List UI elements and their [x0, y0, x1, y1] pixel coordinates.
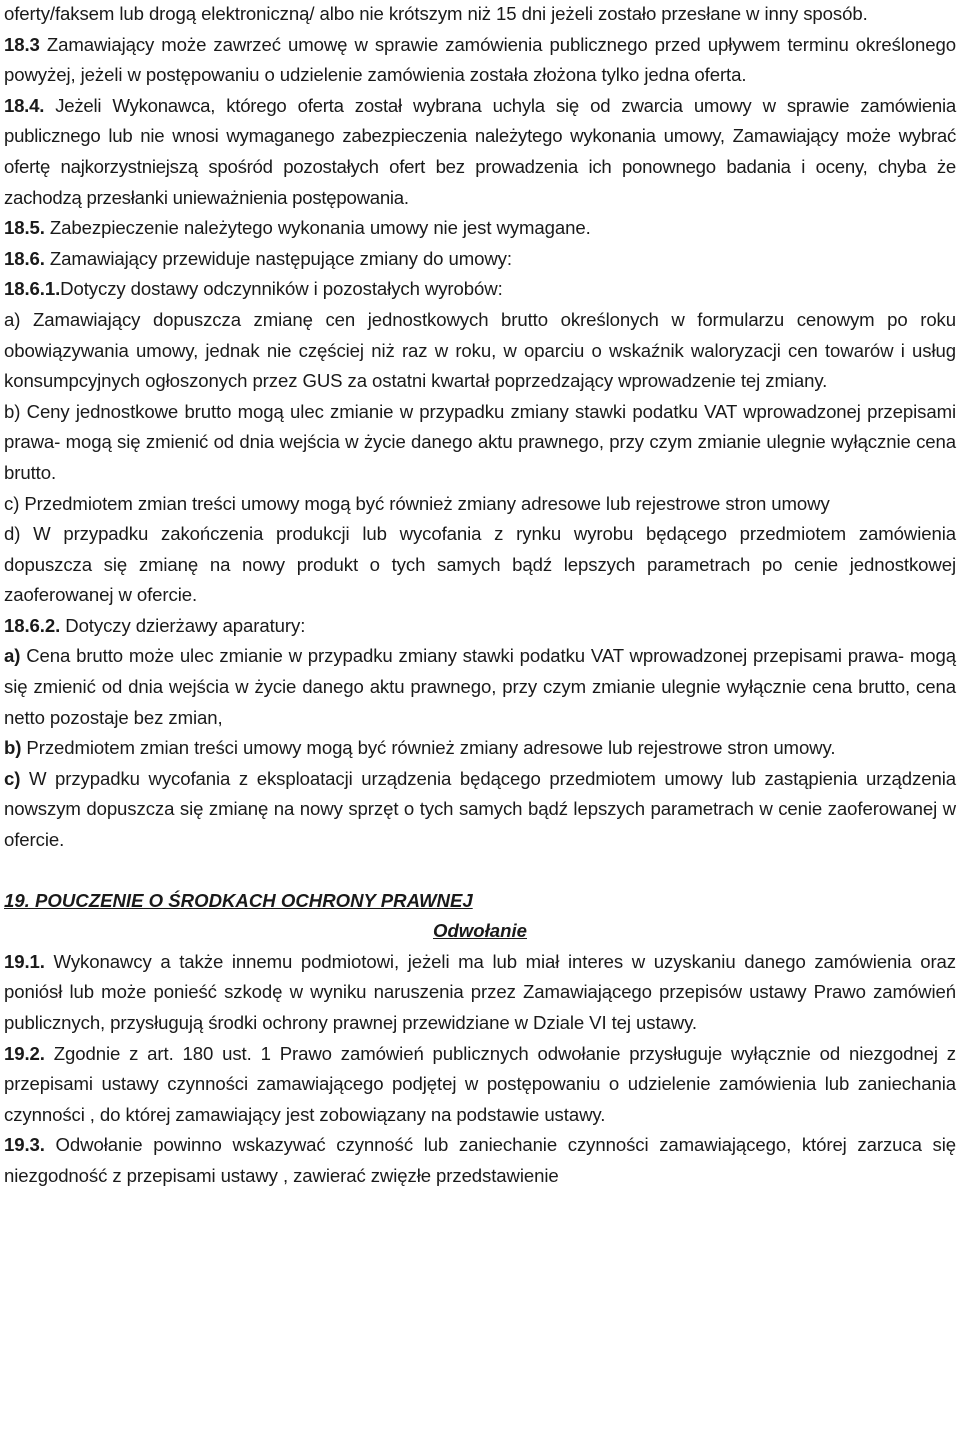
section-subheading: Odwołanie: [432, 920, 527, 942]
paragraph-item-c: [4, 489, 956, 520]
paragraph-text: Zabezpieczenie należytego wykonania umowy nie jest wymagane.: [44, 217, 591, 239]
paragraph-19-1: [4, 947, 956, 1039]
paragraph-number: 19.3.: [4, 1134, 45, 1156]
paragraph-number: 18.3: [4, 33, 40, 55]
paragraph-18-5: [4, 213, 956, 244]
section-heading: 19. POUCZENIE O ŚRODKACH OCHRONY PRAWNEJ: [4, 889, 473, 911]
paragraph-number: 18.6.1.: [4, 278, 61, 300]
paragraph-text: W przypadku wycofania z eksploatacji urządzenia będącego przedmiotem umowy lub zastąpienia urządzenia nowszym dopuszcza się zmianę na nowy sprzęt o tych samych bądź lepszych parametrach w cenie zaoferowanej w ofercie.: [4, 767, 956, 851]
paragraph-text: Odwołanie powinno wskazywać czynność lub zaniechanie czynności zamawiającego, której zarzuca się niezgodność z przepisami ustawy , zawierać zwięzłe przedstawienie: [4, 1134, 956, 1186]
paragraph-number: 18.6.2.: [4, 614, 61, 636]
paragraph-continuation: [4, 0, 956, 30]
paragraph-text: Jeżeli Wykonawca, którego oferta został wybrana uchyla się od zwarcia umowy w sprawie zamówienia publicznego lub nie wnosi wymaganego zabezpieczenia należytego wykonania umowy, Zamawiający może wybrać ofertę najkorzystniejszą spośród pozostałych ofert bez prowadzenia ich ponownego badania i oceny, chyba że zachodzą przesłanki unieważnienia postępowania.: [4, 94, 956, 208]
paragraph-text: Zamawiający może zawrzeć umowę w sprawie zamówienia publicznego przed upływem terminu określonego powyżej, jeżeli w postępowaniu o udzielenie zamówienia została złożona tylko jedna oferta.: [4, 33, 956, 86]
paragraph-18-6: [4, 244, 956, 275]
paragraph-number: 18.5.: [4, 217, 45, 239]
paragraph-18-6-1: [4, 274, 956, 305]
paragraph-number: c): [4, 767, 21, 789]
paragraph-item-b: [4, 397, 956, 489]
paragraph-number: 18.4.: [4, 94, 45, 116]
paragraph-text: Zamawiający przewiduje następujące zmiany do umowy:: [44, 247, 512, 269]
paragraph-18-3: [4, 30, 956, 91]
section-spacer: [4, 856, 956, 886]
paragraph-18-6-2: [4, 611, 956, 642]
paragraph-number: a): [4, 645, 21, 667]
paragraph-19-3: [4, 1130, 956, 1191]
paragraph-lease-item-b: [4, 733, 956, 764]
paragraph-number: 18.6.: [4, 247, 45, 269]
paragraph-text: Dotyczy dostawy odczynników i pozostałych wyrobów:: [60, 278, 503, 300]
paragraph-text: Dotyczy dzierżawy aparatury:: [60, 614, 306, 636]
paragraph-item-a: [4, 305, 956, 397]
paragraph-text: b) Ceny jednostkowe brutto mogą ulec zmianie w przypadku zmiany stawki podatku VAT wprowadzonej przepisami prawa- mogą się zmienić od dnia wejścia w życie danego aktu prawnego, przy czym zmianie ulegnie wyłącznie cena brutto.: [4, 400, 956, 483]
paragraph-item-d: [4, 519, 956, 611]
paragraph-text: oferty/faksem lub drogą elektroniczną/ albo nie krótszym niż 15 dni jeżeli zostało przesłane w inny sposób.: [4, 3, 868, 24]
paragraph-number: 19.1.: [4, 950, 45, 972]
paragraph-number: 19.2.: [4, 1042, 45, 1064]
paragraph-text: d) W przypadku zakończenia produkcji lub wycofania z rynku wyrobu będącego przedmiotem zamówienia dopuszcza się zmianę na nowy produkt o tych samych bądź lepszych parametrach po cenie jednostkowej zaoferowanej w ofercie.: [4, 523, 956, 606]
paragraph-text: a) Zamawiający dopuszcza zmianę cen jednostkowych brutto określonych w formularzu cenowym po roku obowiązywania umowy, jednak nie częściej niż raz w roku, w oparciu o wskaźnik waloryzacji cen towarów i usług konsumpcyjnych ogłoszonych przez GUS za ostatni kwartał poprzedzający wprowadzenie tej zmiany.: [4, 308, 956, 392]
paragraph-text: Przedmiotem zmian treści umowy mogą być również zmiany adresowe lub rejestrowe stron umowy.: [21, 737, 836, 759]
paragraph-text: Zgodnie z art. 180 ust. 1 Prawo zamówień publicznych odwołanie przysługuje wyłącznie od niezgodnej z przepisami ustawy czynności zamawiającego podjętej w postępowaniu o udzielenie zamówienia lub zaniechania czynności , do której zamawiający jest zobowiązany na podstawie ustawy.: [4, 1042, 956, 1125]
paragraph-19-2: [4, 1039, 956, 1131]
paragraph-text: Cena brutto może ulec zmianie w przypadku zmiany stawki podatku VAT wprowadzonej przepisami prawa- mogą się zmienić od dnia wejścia w życie danego aktu prawnego, przy czym zmianie ulegnie wyłącznie cena brutto, cena netto pozostaje bez zmian,: [4, 645, 956, 728]
paragraph-lease-item-a: [4, 641, 956, 733]
paragraph-text: c) Przedmiotem zmian treści umowy mogą być również zmiany adresowe lub rejestrowe stron umowy: [4, 492, 830, 514]
paragraph-lease-item-c: [4, 764, 956, 856]
paragraph-text: Wykonawcy a także innemu podmiotowi, jeżeli ma lub miał interes w uzyskaniu danego zamówienia oraz poniósł lub może ponieść szkodę w wyniku naruszenia przez Zamawiającego przepisów ustawy Prawo zamówień publicznych, przysługują środki ochrony prawnej przewidziane w Dziale VI tej ustawy.: [4, 950, 956, 1033]
paragraph-number: b): [4, 737, 22, 759]
paragraph-18-4: [4, 91, 956, 213]
